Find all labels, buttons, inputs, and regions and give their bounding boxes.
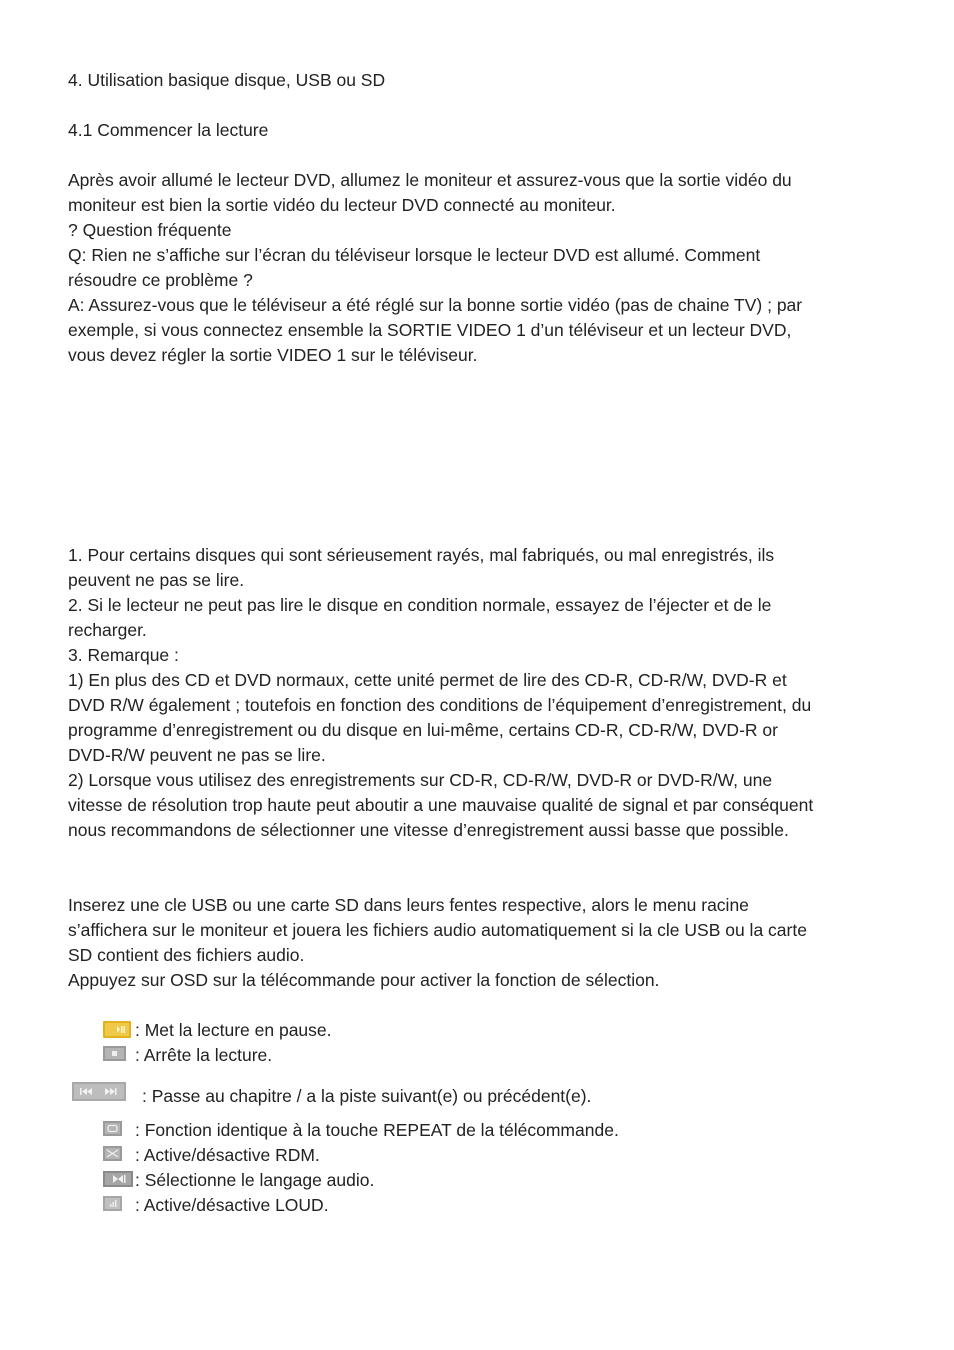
stop-icon (103, 1046, 126, 1061)
note-line: recharger. (68, 620, 147, 640)
repeat-icon (103, 1121, 122, 1136)
note-line: 1) En plus des CD et DVD normaux, cette unité permet de lire des CD-R, CD-R/W, DVD-R et (68, 670, 787, 690)
note-line: peuvent ne pas se lire. (68, 570, 245, 590)
control-description: : Arrête la lecture. (135, 1045, 273, 1065)
control-description: : Sélectionne le langage audio. (135, 1170, 375, 1190)
control-description: : Active/désactive LOUD. (135, 1195, 329, 1215)
note-line: programme d’enregistrement ou du disque en lui-même, certains CD-R, CD-R/W, DVD-R or (68, 720, 778, 740)
paragraph-line: ? Question fréquente (68, 220, 232, 240)
note-line: 1. Pour certains disques qui sont sérieusement rayés, mal fabriqués, ou mal enregistrés, ils (68, 545, 775, 565)
section-heading: 4. Utilisation basique disque, USB ou SD (68, 70, 386, 90)
paragraph-line: résoudre ce problème ? (68, 270, 253, 290)
note-line: DVD-R/W peuvent ne pas se lire. (68, 745, 326, 765)
control-description: : Fonction identique à la touche REPEAT de la télécommande. (135, 1120, 619, 1140)
note-line: DVD R/W également ; toutefois en fonction des conditions de l’équipement d’enregistrement, du (68, 695, 812, 715)
note-line: nous recommandons de sélectionner une vitesse d’enregistrement aussi basse que possible. (68, 820, 789, 840)
control-description: : Active/désactive RDM. (135, 1145, 320, 1165)
usb-line: SD contient des fichiers audio. (68, 945, 305, 965)
pause-icon (103, 1021, 131, 1038)
audio-language-icon (103, 1171, 133, 1187)
control-description: : Passe au chapitre / a la piste suivant(e) ou précédent(e). (142, 1086, 592, 1106)
random-icon (103, 1146, 122, 1161)
note-line: 2) Lorsque vous utilisez des enregistrements sur CD-R, CD-R/W, DVD-R or DVD-R/W, une (68, 770, 773, 790)
note-line: vitesse de résolution trop haute peut aboutir a une mauvaise qualité de signal et par conséquent (68, 795, 814, 815)
paragraph-line: moniteur est bien la sortie vidéo du lecteur DVD connecté au moniteur. (68, 195, 616, 215)
usb-line: Inserez une cle USB ou une carte SD dans leurs fentes respective, alors le menu racine (68, 895, 749, 915)
control-description: : Met la lecture en pause. (135, 1020, 332, 1040)
paragraph-line: exemple, si vous connectez ensemble la SORTIE VIDEO 1 d’un téléviseur et un lecteur DVD, (68, 320, 792, 340)
section-subheading: 4.1 Commencer la lecture (68, 120, 269, 140)
paragraph-line: Après avoir allumé le lecteur DVD, allumez le moniteur et assurez-vous que la sortie vidéo du (68, 170, 792, 190)
loud-icon (103, 1196, 122, 1211)
usb-line: s’affichera sur le moniteur et jouera les fichiers audio automatiquement si la cle USB ou la carte (68, 920, 807, 940)
note-line: 3. Remarque : (68, 645, 179, 665)
paragraph-line: vous devez régler la sortie VIDEO 1 sur le téléviseur. (68, 345, 478, 365)
usb-line: Appuyez sur OSD sur la télécommande pour activer la fonction de sélection. (68, 970, 660, 990)
paragraph-line: Q: Rien ne s’affiche sur l’écran du téléviseur lorsque le lecteur DVD est allumé. Comment (68, 245, 761, 265)
prev-next-icon (72, 1082, 126, 1101)
note-line: 2. Si le lecteur ne peut pas lire le disque en condition normale, essayez de l’éjecter et de le (68, 595, 772, 615)
paragraph-line: A: Assurez-vous que le téléviseur a été réglé sur la bonne sortie vidéo (pas de chaine TV) ; par (68, 295, 803, 315)
